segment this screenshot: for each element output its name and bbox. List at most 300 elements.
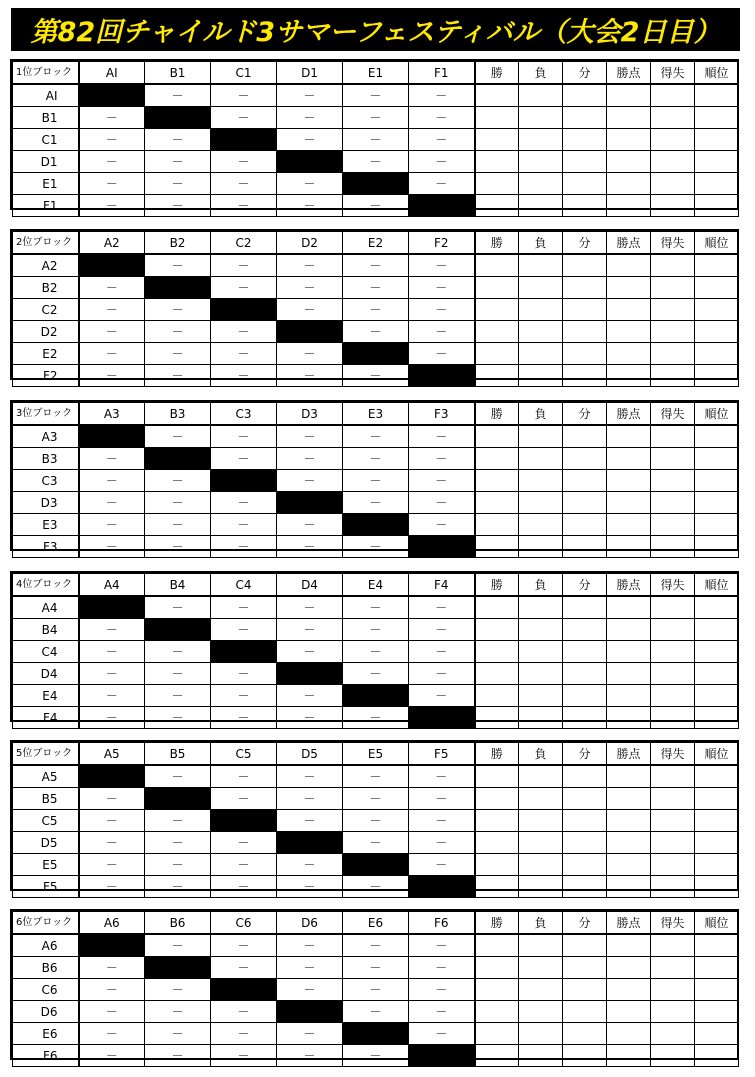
column-header-team: F6	[409, 912, 475, 935]
row-header-team: E4	[13, 685, 79, 707]
match-result-cell: －	[343, 1001, 409, 1023]
match-result-cell: －	[409, 934, 475, 957]
stat-cell	[563, 277, 607, 299]
stat-cell	[475, 663, 519, 685]
column-header-team: D2	[277, 232, 343, 255]
column-header-stat: 勝	[475, 574, 519, 597]
table-row	[13, 343, 739, 365]
stat-cell	[651, 596, 695, 619]
stat-cell	[695, 448, 739, 470]
stat-cell	[563, 321, 607, 343]
self-match-cell	[409, 365, 475, 387]
stat-cell	[607, 129, 651, 151]
stat-cell	[563, 84, 607, 107]
match-result-cell: －	[145, 129, 211, 151]
table-row	[13, 536, 739, 558]
match-result-cell: －	[409, 321, 475, 343]
match-result-cell: －	[145, 173, 211, 195]
match-result-cell: －	[79, 492, 145, 514]
row-header-team: F4	[13, 707, 79, 729]
stat-cell	[695, 685, 739, 707]
stat-cell	[695, 810, 739, 832]
stat-cell	[607, 619, 651, 641]
block-3-table	[10, 400, 739, 554]
stat-cell	[607, 707, 651, 729]
stat-cell	[651, 765, 695, 788]
stat-cell	[519, 832, 563, 854]
match-result-cell: －	[79, 299, 145, 321]
match-result-cell: －	[79, 1023, 145, 1045]
match-result-cell: －	[145, 832, 211, 854]
match-result-cell: －	[409, 84, 475, 107]
stat-cell	[519, 1023, 563, 1045]
row-header-team: C5	[13, 810, 79, 832]
self-match-cell	[277, 1001, 343, 1023]
self-match-cell	[277, 151, 343, 173]
stat-cell	[519, 129, 563, 151]
header-row	[13, 232, 739, 255]
match-result-cell: －	[211, 663, 277, 685]
block-6-table	[10, 909, 739, 1063]
stat-cell	[607, 1045, 651, 1067]
match-result-cell: －	[409, 788, 475, 810]
stat-cell	[607, 173, 651, 195]
self-match-cell	[277, 321, 343, 343]
stat-cell	[563, 151, 607, 173]
table-row	[13, 810, 739, 832]
stat-cell	[475, 321, 519, 343]
stat-cell	[651, 854, 695, 876]
match-result-cell: －	[409, 448, 475, 470]
match-result-cell: －	[211, 151, 277, 173]
row-header-team: B6	[13, 957, 79, 979]
match-result-cell: －	[145, 84, 211, 107]
match-result-cell: －	[409, 514, 475, 536]
match-result-cell: －	[343, 107, 409, 129]
table-row	[13, 107, 739, 129]
stat-cell	[563, 1045, 607, 1067]
match-result-cell: －	[409, 470, 475, 492]
self-match-cell	[145, 448, 211, 470]
stat-cell	[519, 1045, 563, 1067]
self-match-cell	[409, 707, 475, 729]
column-header-team: C2	[211, 232, 277, 255]
match-result-cell: －	[277, 448, 343, 470]
stat-cell	[563, 810, 607, 832]
stat-cell	[475, 619, 519, 641]
column-header-team: F1	[409, 62, 475, 85]
stat-cell	[695, 425, 739, 448]
match-result-cell: －	[277, 470, 343, 492]
table-row	[13, 514, 739, 536]
stat-cell	[475, 707, 519, 729]
match-result-cell: －	[79, 343, 145, 365]
stat-cell	[607, 151, 651, 173]
match-result-cell: －	[145, 536, 211, 558]
stat-cell	[563, 979, 607, 1001]
row-header-team: E2	[13, 343, 79, 365]
stat-cell	[651, 788, 695, 810]
row-header-team: F3	[13, 536, 79, 558]
table-row	[13, 195, 739, 217]
match-result-cell: －	[145, 343, 211, 365]
stat-cell	[475, 448, 519, 470]
match-result-cell: －	[343, 832, 409, 854]
self-match-cell	[211, 979, 277, 1001]
stat-cell	[563, 195, 607, 217]
stat-cell	[607, 979, 651, 1001]
match-result-cell: －	[343, 536, 409, 558]
stat-cell	[651, 84, 695, 107]
stat-cell	[563, 788, 607, 810]
table-row	[13, 685, 739, 707]
match-result-cell: －	[409, 1023, 475, 1045]
stat-cell	[563, 685, 607, 707]
stat-cell	[651, 448, 695, 470]
match-result-cell: －	[277, 425, 343, 448]
table-row	[13, 957, 739, 979]
match-result-cell: －	[145, 425, 211, 448]
match-result-cell: －	[79, 788, 145, 810]
stat-cell	[519, 641, 563, 663]
match-result-cell: －	[145, 685, 211, 707]
stat-cell	[651, 343, 695, 365]
stat-cell	[563, 619, 607, 641]
match-result-cell: －	[145, 1001, 211, 1023]
stat-cell	[475, 107, 519, 129]
stat-cell	[519, 536, 563, 558]
row-header-team: D3	[13, 492, 79, 514]
stat-cell	[695, 788, 739, 810]
match-result-cell: －	[79, 536, 145, 558]
column-header-stat: 負	[519, 232, 563, 255]
stat-cell	[563, 596, 607, 619]
block-4-table	[10, 571, 739, 725]
stat-cell	[695, 876, 739, 898]
stat-cell	[695, 596, 739, 619]
self-match-cell	[277, 663, 343, 685]
match-result-cell: －	[343, 788, 409, 810]
self-match-cell	[343, 173, 409, 195]
match-result-cell: －	[79, 979, 145, 1001]
stat-cell	[475, 788, 519, 810]
self-match-cell	[277, 832, 343, 854]
match-result-cell: －	[211, 934, 277, 957]
match-result-cell: －	[79, 810, 145, 832]
table-row	[13, 854, 739, 876]
match-result-cell: －	[277, 129, 343, 151]
stat-cell	[607, 299, 651, 321]
stat-cell	[695, 663, 739, 685]
column-header-stat: 負	[519, 62, 563, 85]
column-header-stat: 勝点	[607, 62, 651, 85]
stat-cell	[607, 343, 651, 365]
table-row	[13, 425, 739, 448]
match-result-cell: －	[343, 492, 409, 514]
match-result-cell: －	[277, 934, 343, 957]
column-header-team: B3	[145, 403, 211, 426]
table-row	[13, 979, 739, 1001]
match-result-cell: －	[145, 254, 211, 277]
stat-cell	[519, 957, 563, 979]
column-header-team: E1	[343, 62, 409, 85]
stat-cell	[475, 934, 519, 957]
match-result-cell: －	[409, 596, 475, 619]
column-header-team: E6	[343, 912, 409, 935]
stat-cell	[607, 514, 651, 536]
stat-cell	[651, 470, 695, 492]
match-result-cell: －	[145, 876, 211, 898]
column-header-stat: 勝	[475, 743, 519, 766]
match-result-cell: －	[211, 277, 277, 299]
table-row	[13, 876, 739, 898]
block-label: 1位ブロック	[13, 62, 79, 85]
match-result-cell: －	[409, 254, 475, 277]
self-match-cell	[145, 277, 211, 299]
match-result-cell: －	[343, 934, 409, 957]
stat-cell	[607, 1023, 651, 1045]
column-header-stat: 負	[519, 912, 563, 935]
match-result-cell: －	[211, 832, 277, 854]
match-result-cell: －	[409, 957, 475, 979]
stat-cell	[475, 1001, 519, 1023]
table-row	[13, 765, 739, 788]
standings-table	[12, 742, 739, 898]
header-row	[13, 574, 739, 597]
stat-cell	[563, 1001, 607, 1023]
stat-cell	[563, 707, 607, 729]
stat-cell	[651, 107, 695, 129]
stat-cell	[563, 470, 607, 492]
match-result-cell: －	[409, 107, 475, 129]
self-match-cell	[145, 957, 211, 979]
column-header-stat: 得失	[651, 743, 695, 766]
match-result-cell: －	[211, 685, 277, 707]
stat-cell	[563, 492, 607, 514]
stat-cell	[651, 1023, 695, 1045]
stat-cell	[607, 788, 651, 810]
column-header-stat: 得失	[651, 232, 695, 255]
match-result-cell: －	[145, 299, 211, 321]
column-header-stat: 勝点	[607, 232, 651, 255]
stat-cell	[475, 84, 519, 107]
block-1-table	[10, 59, 739, 213]
match-result-cell: －	[343, 596, 409, 619]
stat-cell	[695, 365, 739, 387]
column-header-team: C4	[211, 574, 277, 597]
row-header-team: D6	[13, 1001, 79, 1023]
match-result-cell: －	[79, 107, 145, 129]
header-row	[13, 62, 739, 85]
match-result-cell: －	[277, 788, 343, 810]
match-result-cell: －	[145, 979, 211, 1001]
match-result-cell: －	[277, 876, 343, 898]
match-result-cell: －	[145, 641, 211, 663]
stat-cell	[607, 195, 651, 217]
stat-cell	[563, 365, 607, 387]
block-label: 6位ブロック	[13, 912, 79, 935]
table-row	[13, 173, 739, 195]
stat-cell	[695, 536, 739, 558]
stat-cell	[607, 765, 651, 788]
row-header-team: A4	[13, 596, 79, 619]
self-match-cell	[343, 343, 409, 365]
column-header-team: C3	[211, 403, 277, 426]
stat-cell	[651, 685, 695, 707]
column-header-team: D3	[277, 403, 343, 426]
table-row	[13, 84, 739, 107]
stat-cell	[519, 343, 563, 365]
column-header-team: AI	[79, 62, 145, 85]
stat-cell	[695, 854, 739, 876]
match-result-cell: －	[343, 129, 409, 151]
header-row	[13, 403, 739, 426]
stat-cell	[563, 854, 607, 876]
stat-cell	[563, 173, 607, 195]
column-header-stat: 勝	[475, 912, 519, 935]
match-result-cell: －	[409, 810, 475, 832]
self-match-cell	[79, 934, 145, 957]
stat-cell	[475, 425, 519, 448]
stat-cell	[651, 151, 695, 173]
column-header-team: A4	[79, 574, 145, 597]
table-row	[13, 254, 739, 277]
match-result-cell: －	[211, 788, 277, 810]
column-header-stat: 分	[563, 912, 607, 935]
stat-cell	[607, 425, 651, 448]
stat-cell	[563, 514, 607, 536]
self-match-cell	[409, 1045, 475, 1067]
column-header-team: E5	[343, 743, 409, 766]
block-label: 5位ブロック	[13, 743, 79, 766]
match-result-cell: －	[277, 195, 343, 217]
stat-cell	[607, 277, 651, 299]
column-header-stat: 分	[563, 574, 607, 597]
stat-cell	[651, 492, 695, 514]
match-result-cell: －	[277, 536, 343, 558]
stat-cell	[475, 514, 519, 536]
stat-cell	[519, 514, 563, 536]
table-row	[13, 492, 739, 514]
stat-cell	[475, 596, 519, 619]
standings-table	[12, 911, 739, 1067]
stat-cell	[563, 425, 607, 448]
match-result-cell: －	[343, 957, 409, 979]
stat-cell	[607, 107, 651, 129]
stat-cell	[519, 470, 563, 492]
self-match-cell	[409, 536, 475, 558]
row-header-team: A2	[13, 254, 79, 277]
match-result-cell: －	[277, 619, 343, 641]
match-result-cell: －	[211, 107, 277, 129]
match-result-cell: －	[79, 514, 145, 536]
stat-cell	[563, 934, 607, 957]
table-row	[13, 277, 739, 299]
match-result-cell: －	[277, 854, 343, 876]
match-result-cell: －	[409, 663, 475, 685]
match-result-cell: －	[343, 619, 409, 641]
standings-table	[12, 231, 739, 387]
column-header-team: B5	[145, 743, 211, 766]
column-header-stat: 分	[563, 403, 607, 426]
match-result-cell: －	[145, 321, 211, 343]
stat-cell	[519, 492, 563, 514]
stat-cell	[607, 876, 651, 898]
self-match-cell	[145, 788, 211, 810]
stat-cell	[695, 707, 739, 729]
match-result-cell: －	[409, 1001, 475, 1023]
stat-cell	[651, 1045, 695, 1067]
stat-cell	[651, 876, 695, 898]
self-match-cell	[211, 470, 277, 492]
stat-cell	[563, 765, 607, 788]
stat-cell	[651, 1001, 695, 1023]
stat-cell	[695, 84, 739, 107]
column-header-stat: 勝	[475, 403, 519, 426]
stat-cell	[563, 343, 607, 365]
match-result-cell: －	[409, 343, 475, 365]
match-result-cell: －	[79, 832, 145, 854]
stat-cell	[475, 343, 519, 365]
table-row	[13, 129, 739, 151]
column-header-team: A3	[79, 403, 145, 426]
table-row	[13, 1045, 739, 1067]
table-row	[13, 707, 739, 729]
match-result-cell: －	[145, 854, 211, 876]
match-result-cell: －	[409, 979, 475, 1001]
column-header-stat: 得失	[651, 912, 695, 935]
block-2-table	[10, 229, 739, 383]
stat-cell	[651, 641, 695, 663]
self-match-cell	[79, 765, 145, 788]
stat-cell	[695, 107, 739, 129]
header-row	[13, 912, 739, 935]
stat-cell	[519, 365, 563, 387]
column-header-stat: 順位	[695, 574, 739, 597]
stat-cell	[695, 129, 739, 151]
column-header-team: F3	[409, 403, 475, 426]
table-row	[13, 1023, 739, 1045]
match-result-cell: －	[343, 765, 409, 788]
stat-cell	[475, 832, 519, 854]
match-result-cell: －	[145, 470, 211, 492]
match-result-cell: －	[277, 765, 343, 788]
row-header-team: D5	[13, 832, 79, 854]
match-result-cell: －	[343, 277, 409, 299]
stat-cell	[607, 492, 651, 514]
column-header-team: D1	[277, 62, 343, 85]
match-result-cell: －	[409, 641, 475, 663]
self-match-cell	[145, 107, 211, 129]
column-header-stat: 分	[563, 62, 607, 85]
column-header-team: A2	[79, 232, 145, 255]
column-header-team: F2	[409, 232, 475, 255]
table-row	[13, 832, 739, 854]
column-header-stat: 順位	[695, 62, 739, 85]
block-label: 2位ブロック	[13, 232, 79, 255]
stat-cell	[475, 365, 519, 387]
column-header-stat: 分	[563, 232, 607, 255]
match-result-cell: －	[211, 448, 277, 470]
column-header-stat: 順位	[695, 403, 739, 426]
stat-cell	[563, 107, 607, 129]
table-row	[13, 365, 739, 387]
stat-cell	[519, 107, 563, 129]
stat-cell	[519, 788, 563, 810]
stat-cell	[475, 765, 519, 788]
column-header-team: A5	[79, 743, 145, 766]
column-header-stat: 勝点	[607, 743, 651, 766]
